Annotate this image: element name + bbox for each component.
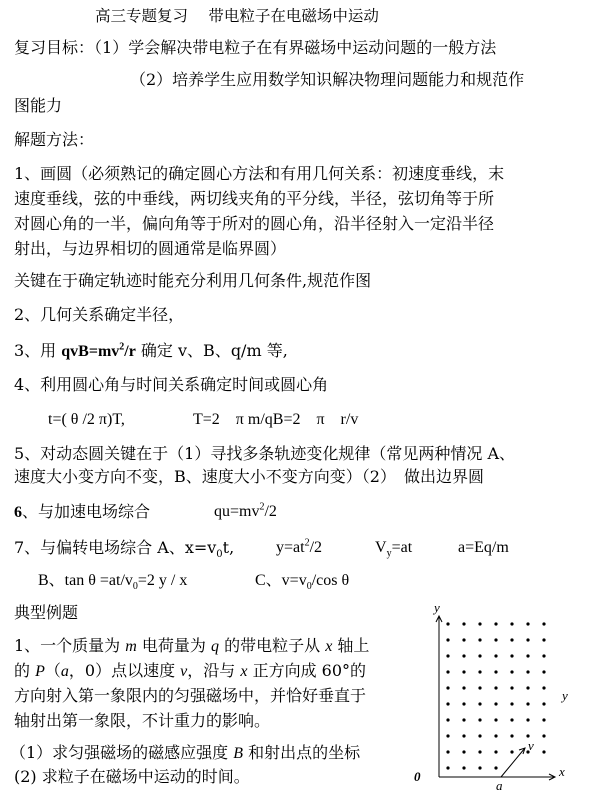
- x-axis-label: x: [559, 764, 565, 779]
- example-1-line-2: 的 P（a，0）点以速度 v，沿与 x 正方向成 60°的: [14, 661, 367, 680]
- item-7-a: a=Eq/m: [458, 539, 509, 556]
- item-6-number: 6: [14, 504, 22, 521]
- field-dot: [446, 670, 449, 673]
- field-dot: [478, 718, 481, 721]
- field-dot: [478, 654, 481, 657]
- item-3: [14, 341, 288, 362]
- field-dot: [510, 670, 513, 673]
- goals-label: 复习目标：: [14, 38, 95, 57]
- field-dot: [510, 638, 513, 641]
- field-dot: [446, 622, 449, 625]
- field-dot: [542, 734, 545, 737]
- field-dot: [494, 638, 497, 641]
- field-dot: [542, 622, 545, 625]
- field-dot: [542, 654, 545, 657]
- field-dot: [462, 734, 465, 737]
- field-dot: [542, 638, 545, 641]
- field-dot: [542, 718, 545, 721]
- field-dot: [542, 750, 545, 753]
- field-dot: [446, 734, 449, 737]
- field-dot: [510, 654, 513, 657]
- field-dot: [462, 638, 465, 641]
- field-dot: [446, 750, 449, 753]
- field-dot: [526, 638, 529, 641]
- item-5-line-1: 5、对动态圆关键在于（1）寻找多条轨迹变化规律（常见两种情况 A、: [14, 444, 516, 463]
- item-3-formula: $qvB=mv^2/r$: [61, 341, 136, 360]
- field-dot: [526, 670, 529, 673]
- goal-2-line-1: （2）培养学生应用数学知识解决物理问题能力和规范作: [130, 70, 525, 89]
- key-point: 关键在于确定轨迹时能充分利用几何条件,规范作图: [14, 271, 372, 290]
- field-dot: [526, 686, 529, 689]
- item-7-y: $y=at^2/2$: [276, 537, 323, 556]
- item-3-prefix: 3、用: [14, 341, 62, 360]
- field-dot: [462, 750, 465, 753]
- field-dot: [494, 718, 497, 721]
- field-dot: [462, 622, 465, 625]
- field-dot: [494, 670, 497, 673]
- field-dot: [478, 622, 481, 625]
- field-dot: [494, 766, 497, 769]
- page-title: 高三专题复习 带电粒子在电磁场中运动: [95, 7, 379, 25]
- y-axis-label: y: [434, 600, 440, 615]
- field-dot: [446, 766, 449, 769]
- field-dot: [478, 702, 481, 705]
- item-6: 6、与加速电场综合: [14, 502, 151, 521]
- field-dot: [462, 718, 465, 721]
- item-1-line-3: 对圆心角的一半，偏向角等于所对的圆心角，沿半径射入一定沿半径: [14, 214, 495, 233]
- item-7-vy: $V_y=at$: [375, 539, 413, 560]
- field-dot: [494, 702, 497, 705]
- item-5-line-2: 速度大小变方向不变，B、速度大小不变方向变）（2） 做出边界圆: [14, 467, 484, 486]
- field-dot: [494, 686, 497, 689]
- example-1-question-1: （1）求匀强磁场的磁感应强度 B 和射出点的坐标: [10, 743, 361, 762]
- goal-2-line-2: 图能力: [14, 96, 63, 115]
- field-dot: [462, 670, 465, 673]
- field-dot: [446, 638, 449, 641]
- item-4-formula-1: t=( θ /2 π)T,: [48, 411, 125, 428]
- item-7: 7、与偏转电场综合 A、$x=v_0t$,: [14, 538, 235, 561]
- item-3-suffix: 确定 v、B、q/m 等,: [135, 341, 288, 360]
- field-dot: [478, 638, 481, 641]
- field-dot: [446, 718, 449, 721]
- field-dot: [510, 750, 513, 753]
- example-1-line-3: 方向射入第一象限内的匀强磁场中，并恰好垂直于: [14, 686, 367, 705]
- example-1-question-2: (2) 求粒子在磁场中运动的时间。: [14, 767, 250, 786]
- item-1-line-2: 速度垂线，弦的中垂线，两切线夹角的平分线，半径，弦切角等于所: [14, 189, 495, 208]
- origin-label: 0: [414, 769, 421, 784]
- point-a-label: a: [496, 778, 503, 793]
- item-4: 4、利用圆心角与时间关系确定时间或圆心角: [14, 375, 329, 394]
- field-dot: [494, 654, 497, 657]
- field-dot: [478, 734, 481, 737]
- field-dot: [510, 734, 513, 737]
- field-dot: [510, 686, 513, 689]
- field-dot: [462, 654, 465, 657]
- field-dot: [526, 654, 529, 657]
- item-2: 2、几何关系确定半径，: [14, 305, 185, 324]
- field-dot: [510, 622, 513, 625]
- field-dot: [462, 766, 465, 769]
- method-label: 解题方法：: [14, 130, 95, 149]
- field-dot: [526, 718, 529, 721]
- item-1-line-4: 射出，与边界相切的圆通常是临界圆）: [14, 239, 287, 258]
- goals-line-1: [14, 38, 496, 58]
- field-dot: [526, 622, 529, 625]
- examples-label: 典型例题: [14, 603, 79, 622]
- item-1-line-1: 1、画圆（必须熟记的确定圆心方法和有用几何关系：初速度垂线，末: [14, 164, 505, 183]
- field-dot: [526, 702, 529, 705]
- field-dot: [446, 654, 449, 657]
- field-dot: [478, 686, 481, 689]
- field-dot: [542, 670, 545, 673]
- item-4-formula-2: T=2 π m/qB=2 π r/v: [193, 411, 359, 428]
- item-7-b: B、$\tan \theta =at/v_0=2$ y / x: [38, 572, 188, 593]
- field-dot: [462, 702, 465, 705]
- field-dot: [494, 734, 497, 737]
- field-dot: [462, 686, 465, 689]
- field-dot: [510, 702, 513, 705]
- field-dot: [478, 766, 481, 769]
- example-1-line-1: 1、一个质量为 m 电荷量为 q 的带电粒子从 x 轴上: [14, 636, 370, 655]
- item-6-text: 与加速电场综合: [38, 502, 151, 521]
- magnetic-field-figure: [410, 596, 590, 796]
- example-1-line-4: 轴射出第一象限，不计重力的影响。: [14, 711, 271, 730]
- field-dot: [478, 670, 481, 673]
- velocity-label: v: [528, 738, 534, 753]
- y-side-label: y: [562, 688, 568, 703]
- field-dot: [510, 718, 513, 721]
- field-dot: [494, 622, 497, 625]
- goal-1: （1）学会解决带电粒子在有界磁场中运动问题的一般方法: [94, 38, 497, 57]
- field-dot: [478, 750, 481, 753]
- field-dot: [542, 702, 545, 705]
- field-dot: [494, 750, 497, 753]
- field-dot: [446, 686, 449, 689]
- field-dot: [542, 686, 545, 689]
- item-6-formula: $qu=mv^2/2$: [214, 501, 277, 520]
- field-dot: [446, 702, 449, 705]
- item-7-c: C、$v=v_0/\cos$ θ: [255, 572, 350, 593]
